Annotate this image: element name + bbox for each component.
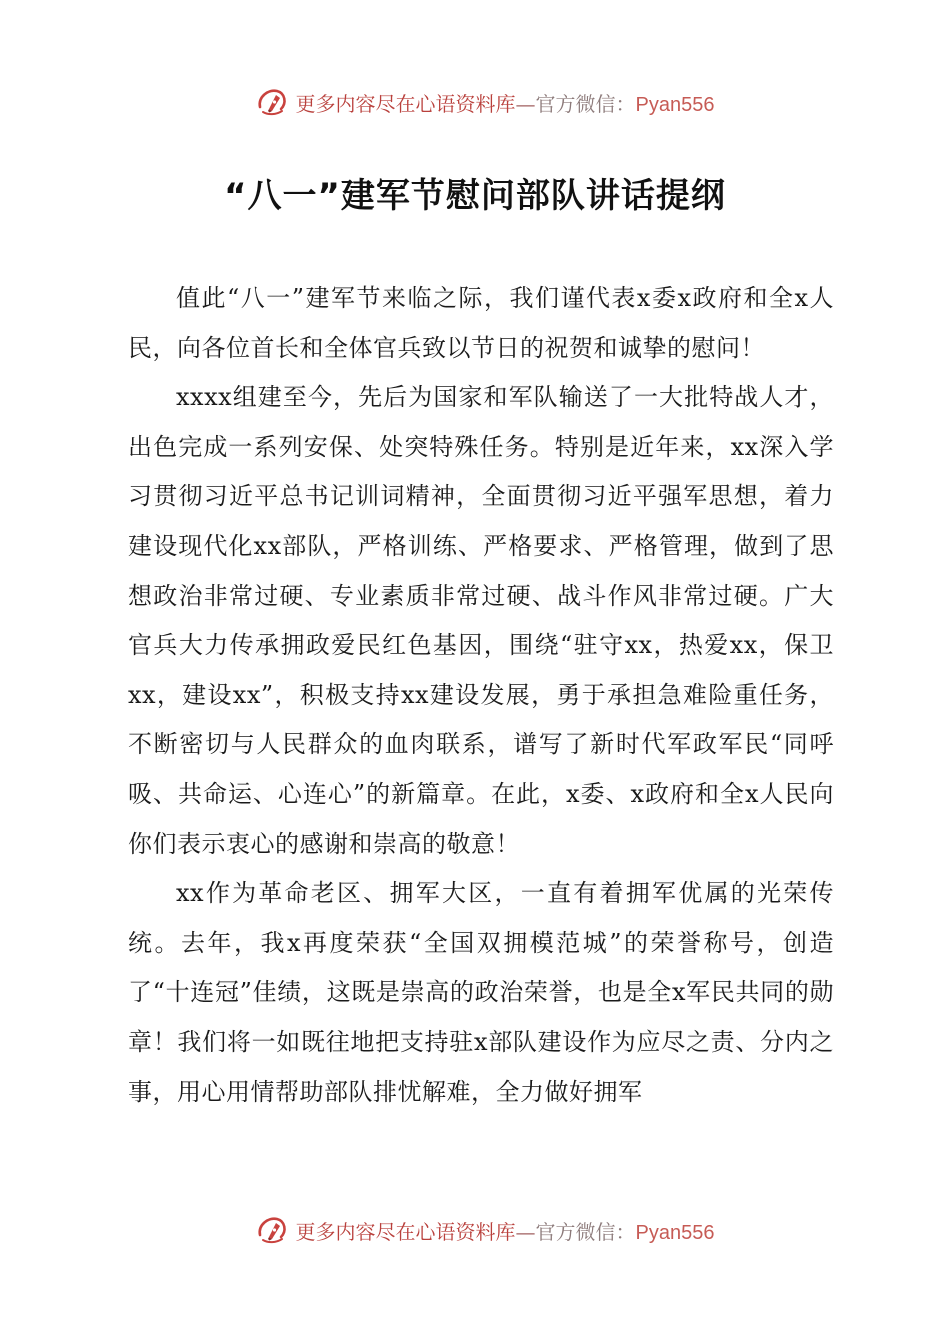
paragraph-3: xx作为革命老区、拥军大区，一直有着拥军优属的光荣传统。去年，我x再度荣获“全国双拥模范城”的荣誉称号，创造了“十连冠”佳绩，这既是崇高的政治荣誉，也是全x军民共同的勋章！我们将一如既往地把支持驻x部队建设作为应尽之责、分内之事，用心用情帮助部队排忧解难，全力做好拥军 bbox=[128, 879, 834, 1106]
footer-banner bbox=[0, 1210, 950, 1250]
paragraph-1: 值此“八一”建军节来临之际，我们谨代表x委x政府和全x人民，向各位首长和全体官兵致以节日的祝贺和诚挚的慰问！ bbox=[128, 284, 834, 362]
footer-account: Pyan556 bbox=[635, 1221, 715, 1244]
pen-nib-swirl-icon bbox=[256, 1213, 290, 1247]
header-account: Pyan556 bbox=[635, 93, 715, 116]
header-banner bbox=[0, 82, 950, 122]
document-title: “八一”建军节慰问部队讲话提纲 bbox=[224, 176, 726, 216]
pen-nib-swirl-icon bbox=[256, 85, 290, 119]
header-separator: — bbox=[515, 91, 536, 116]
paragraph-2: xxxx组建至今，先后为国家和军队输送了一大批特战人才，出色完成一系列安保、处突特殊任务。特别是近年来，xx深入学习贯彻习近平总书记训词精神，全面贯彻习近平强军思想，着力建设现代化xx部队，严格训练、严格要求、严格管理，做到了思想政治非常过硬、专业素质非常过硬、战斗作风非常过硬。广大官兵大力传承拥政爱民红色基因，围绕“驻守xx，热爱xx，保卫xx，建设xx”，积极支持xx建设发展，勇于承担急难险重任务，不断密切与人民群众的血肉联系，谱写了新时代军政军民“同呼吸、共命运、心连心”的新篇章。在此，x委、x政府和全x人民向你们表示衷心的感谢和崇高的敬意！ bbox=[128, 383, 834, 858]
footer-prefix: 更多内容尽在心语资料库 bbox=[295, 1219, 516, 1244]
footer-promo-text bbox=[296, 1216, 715, 1245]
footer-separator: — bbox=[515, 1219, 536, 1244]
document-body bbox=[128, 274, 834, 1174]
footer-label: 官方微信： bbox=[535, 1219, 636, 1244]
header-label: 官方微信： bbox=[535, 91, 636, 116]
header-promo-text bbox=[296, 88, 715, 117]
header-prefix: 更多内容尽在心语资料库 bbox=[295, 91, 516, 116]
